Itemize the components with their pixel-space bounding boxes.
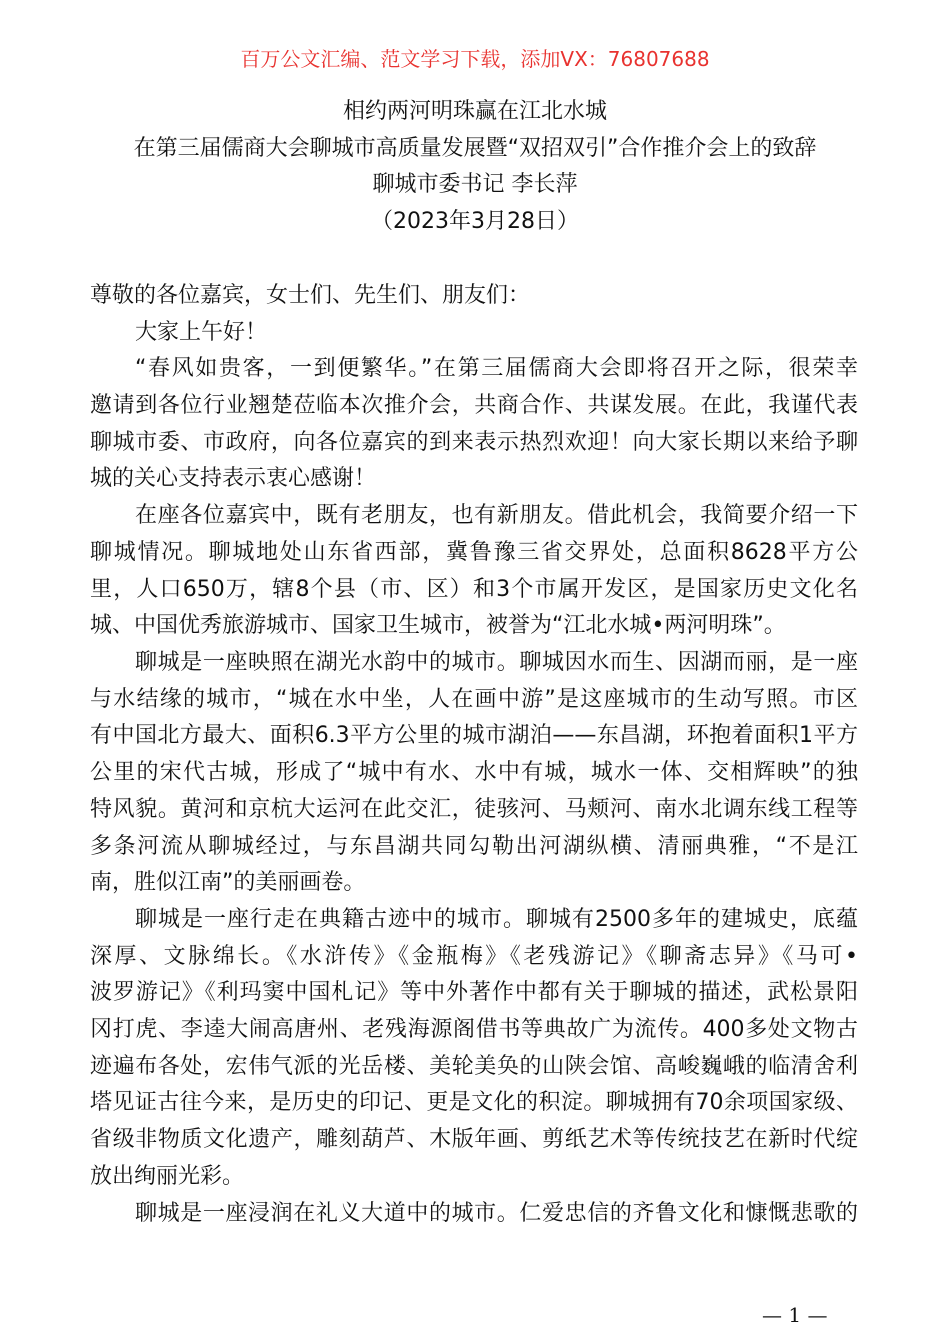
paragraph-line: 迹遍布各处，宏伟气派的光岳楼、美轮美奂的山陕会馆、高峻巍峨的临清舍利 — [90, 1054, 858, 1079]
document-author: 聊城市委书记 李长萍 — [372, 172, 578, 197]
paragraph-line: 有中国北方最大、面积6.3平方公里的城市湖泊——东昌湖，环抱着面积1平方 — [90, 723, 858, 748]
page-number: — 1 — — [762, 1303, 828, 1327]
paragraph-line: 里，人口650万，辖8个县（市、区）和3个市属开发区，是国家历史文化名 — [90, 577, 858, 602]
paragraph-line: 聊城市委、市政府，向各位嘉宾的到来表示热烈欢迎！向大家长期以来给予聊 — [90, 430, 858, 455]
watermark-header: 百万公文汇编、范文学习下载，添加VX：76807688 — [240, 47, 710, 71]
paragraph-line: 波罗游记》《利玛窦中国札记》等中外著作中都有关于聊城的描述，武松景阳 — [90, 980, 858, 1005]
document-subtitle: 在第三届儒商大会聊城市高质量发展暨“双招双引”合作推介会上的致辞 — [133, 136, 817, 161]
paragraph-line: 冈打虎、李逵大闹高唐州、老残海源阁借书等典故广为流传。400多处文物古 — [90, 1017, 858, 1042]
paragraph-line: 公里的宋代古城，形成了“城中有水、水中有城，城水一体、交相辉映”的独 — [90, 760, 858, 785]
paragraph-line: 聊城情况。聊城地处山东省西部，冀鲁豫三省交界处，总面积8628平方公 — [90, 540, 858, 565]
paragraph-line: 聊城是一座行走在典籍古迹中的城市。聊城有2500多年的建城史，底蕴 — [135, 907, 858, 932]
paragraph-line: 塔见证古往今来，是历史的印记、更是文化的积淀。聊城拥有70余项国家级、 — [90, 1090, 858, 1115]
paragraph-line: 在座各位嘉宾中，既有老朋友，也有新朋友。借此机会，我简要介绍一下 — [135, 503, 858, 528]
paragraph-line: 放出绚丽光彩。 — [90, 1164, 245, 1189]
paragraph-line: 多条河流从聊城经过，与东昌湖共同勾勒出河湖纵横、清丽典雅，“不是江 — [90, 834, 858, 859]
paragraph-line: “春风如贵客，一到便繁华。”在第三届儒商大会即将召开之际，很荣幸 — [135, 356, 858, 381]
document-date: （2023年3月28日） — [371, 209, 579, 234]
paragraph-line: 尊敬的各位嘉宾，女士们、先生们、朋友们： — [90, 283, 531, 308]
paragraph-line: 省级非物质文化遗产，雕刻葫芦、木版年画、剪纸艺术等传统技艺在新时代绽 — [90, 1127, 858, 1152]
paragraph-line: 邀请到各位行业翘楚莅临本次推介会，共商合作、共谋发展。在此，我谨代表 — [90, 393, 858, 418]
paragraph-line: 特风貌。黄河和京杭大运河在此交汇，徒骇河、马颊河、南水北调东线工程等 — [90, 797, 858, 822]
paragraph-line: 与水结缘的城市，“城在水中坐，人在画中游”是这座城市的生动写照。市区 — [90, 687, 858, 712]
paragraph-line: 深厚、文脉绵长。《水浒传》《金瓶梅》《老残游记》《聊斋志异》《马可• — [90, 944, 858, 969]
paragraph-line: 城、中国优秀旅游城市、国家卫生城市，被誉为“江北水城•两河明珠”。 — [90, 613, 786, 638]
paragraph-line: 城的关心支持表示衷心感谢！ — [90, 466, 377, 491]
document-title: 相约两河明珠赢在江北水城 — [342, 99, 607, 124]
paragraph-line: 大家上午好！ — [135, 320, 268, 345]
paragraph-line: 聊城是一座浸润在礼义大道中的城市。仁爱忠信的齐鲁文化和慷慨悲歌的 — [135, 1201, 858, 1226]
paragraph-line: 南，胜似江南”的美丽画卷。 — [90, 870, 366, 895]
paragraph-line: 聊城是一座映照在湖光水韵中的城市。聊城因水而生、因湖而丽，是一座 — [135, 650, 858, 675]
